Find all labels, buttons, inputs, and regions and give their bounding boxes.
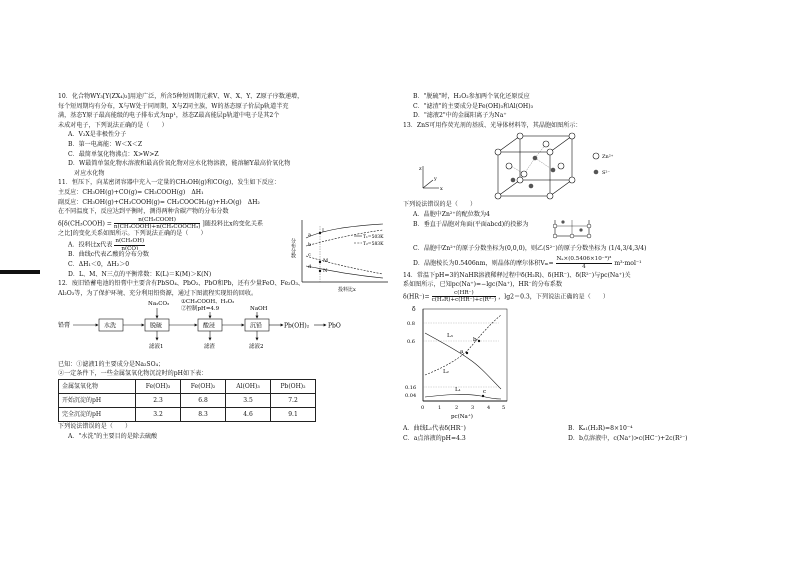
q12-stem: 下列说法错误的是（ ） xyxy=(58,423,132,431)
q14-option-d: D．b点溶液中，c(Na⁺)>c(HC⁻)+2c(R²⁻) xyxy=(568,434,688,442)
table-cell: 3.5 xyxy=(226,394,271,408)
y-axis-label: 分布分数 xyxy=(290,238,296,259)
table-row xyxy=(59,394,316,408)
y-tick: 0.6 xyxy=(407,338,415,345)
point-b xyxy=(478,340,480,342)
step-leach: 酸浸 xyxy=(203,322,216,330)
q14-delta-suffix: ，lg2＝0.3，下列说法正确的是（ ） xyxy=(498,293,610,301)
legend-t2: T₂=583K xyxy=(363,242,384,248)
legend-s: S²⁻ xyxy=(602,170,611,177)
point-n xyxy=(319,270,321,272)
plot-frame xyxy=(423,309,507,401)
q11-option-a-prefix: A．投料比x代表 xyxy=(68,241,113,249)
curve-label: d xyxy=(308,264,312,271)
q10-line: 每个短周期均有分布，X与W处于同周期，X与Z同主族，W的基态原子价层p轨道半充 xyxy=(58,102,289,110)
q14-options-row2 xyxy=(403,434,738,444)
q14-option-a: A．曲线L₁代表δ(HR⁻) xyxy=(403,425,466,433)
q14-option-b: B．Kₐ₁(H₂R)=8×10⁻⁴ xyxy=(568,425,633,433)
x-tick: 3 xyxy=(471,404,475,411)
table-header-cell: Fe(OH)₃ xyxy=(136,380,181,394)
q11-line: 之比]的变化关系如图所示。下列说法正确的是（ ） xyxy=(58,229,207,237)
x-axis-label: pc(Na⁺) xyxy=(451,413,473,420)
x-tick: 4 xyxy=(487,404,491,411)
q14-option-c: C．a点溶液的pH=4.3 xyxy=(403,434,466,442)
legend-s-icon xyxy=(594,170,599,175)
table-cell: 完全沉淀的pH xyxy=(59,408,136,422)
frac-num: n(CH₃COOH) xyxy=(114,217,201,225)
q13-option-d-unit: m³·mol⁻¹ xyxy=(614,259,642,267)
table-cell: 开始沉淀的pH xyxy=(59,394,136,408)
q13-option-d-text: D．晶胞棱长为0.5406nm，则晶体的摩尔体积Vₘ= xyxy=(413,259,554,267)
table-cell: 9.1 xyxy=(271,408,316,422)
frac-den: c(H₂R)+c(HR⁻)+c(R²⁻) xyxy=(431,297,497,303)
reagent-acid: ①CH₃COOH、H₂O₂ xyxy=(181,299,235,306)
q14-delta-def xyxy=(403,290,738,303)
curve-c xyxy=(306,256,383,274)
point-c xyxy=(482,395,484,397)
step-wash: 水洗 xyxy=(104,322,117,330)
table-row xyxy=(59,408,316,422)
reagent-ph: ②控制pH=4.9 xyxy=(181,306,220,313)
left-column xyxy=(58,92,388,441)
table-cell: 8.3 xyxy=(181,408,226,422)
frac-num: c(HR⁻) xyxy=(432,290,497,298)
inner-bonds xyxy=(511,144,553,174)
x-tick: 1 xyxy=(438,404,442,411)
table-row xyxy=(59,380,316,394)
q12-option-d: D．"滤液2"中的金属阳离子为Na⁺ xyxy=(413,112,507,120)
y-axis-label: δ xyxy=(412,305,416,313)
curve-label: b xyxy=(308,242,312,249)
q11-delta-suffix: ]随投料比x的变化关系 xyxy=(202,220,264,228)
q13-option-a: A．晶胞中Zn²⁺的配位数为4 xyxy=(413,210,490,218)
reagent-na2co3: Na₂CO₃ xyxy=(148,301,170,308)
step-desulfur: 脱硫 xyxy=(150,322,163,330)
point-label: L xyxy=(322,228,326,235)
table-cell: 2.3 xyxy=(136,394,181,408)
q14-line: 系如图所示，已知pc(Na⁺)=−lgc(Na⁺)，HR⁻的分布系数 xyxy=(403,281,563,289)
point-a xyxy=(466,352,468,354)
q13-stem: 13．ZnS可用作荧光剂的基质、光导体材料等，其晶胞如图所示： xyxy=(403,121,582,129)
q11-option-a-frac xyxy=(114,238,145,250)
zns-unit-cell xyxy=(403,130,643,200)
point-label: a xyxy=(460,348,464,355)
q11-delta-def xyxy=(58,217,293,229)
q11-option-a xyxy=(58,238,293,250)
q13-option-d-frac xyxy=(556,256,613,270)
table-cell: 6.8 xyxy=(181,394,226,408)
point-label: N xyxy=(323,268,328,275)
x-axis-label: 投料比x xyxy=(338,287,356,294)
q10-option-a: A．V₂X是非极性分子 xyxy=(68,131,127,139)
q14-line: 14．常温下pH=3的NaHR溶液稀释过程中δ(H₂R)、δ(HR⁻)、δ(R²⁻)与pc(Na⁺)关 xyxy=(403,271,631,279)
curve-label: L₁ xyxy=(455,386,461,393)
frac-den: n(CO) xyxy=(121,245,139,251)
q14-delta-frac xyxy=(432,290,497,303)
q13-question: 下列说法错误的是（ ） xyxy=(403,201,477,209)
table-header-cell: Fe(OH)₂ xyxy=(181,380,226,394)
frac-num: Nₐ×(0.5406×10⁻⁹)³ xyxy=(556,256,612,263)
x-tick: 5 xyxy=(502,404,506,411)
q14-delta-prefix: δ(HR⁻)= xyxy=(403,293,430,301)
q13-option-c-coords: (1/4,3/4,3/4) xyxy=(608,244,647,252)
table-header-cell: Al(OH)₃ xyxy=(226,380,271,394)
frac-den: n(CH₃COOH)+n(CH₃COOCH₃) xyxy=(113,224,201,229)
question-10 xyxy=(58,92,388,178)
table-header-cell: 金属氢氧化物 xyxy=(59,380,136,394)
point-label: M xyxy=(323,258,329,265)
q13-option-b xyxy=(403,220,738,242)
waste-filtrate2: 滤液2 xyxy=(249,344,264,351)
q13-option-c xyxy=(403,242,738,256)
table-cell: 7.2 xyxy=(271,394,316,408)
q12-option-b: B．"脱硫"时，H₂O₂参加两个氧化还原反应 xyxy=(413,93,530,100)
q12-option-a: A．"水洗"的主要目的是除去硫酸 xyxy=(68,432,158,440)
axis-label: y xyxy=(434,176,437,183)
q10-line: 10．化合物WY₃[Y(ZX₄)₃]用途广泛，所含5种短周期元素V、W、X、Y、Z原子序数递增， xyxy=(58,93,304,100)
table-cell: 4.6 xyxy=(226,408,271,422)
q10-option-c: C．最简单氢化物沸点：X>W>Z xyxy=(68,150,159,158)
q13-cell-figure xyxy=(403,130,738,200)
curve-label: L₂ xyxy=(443,368,449,375)
q10-option-d-cont: 对应水化物 xyxy=(74,169,105,177)
q14-graph xyxy=(403,303,523,421)
step-precip: 沉铅 xyxy=(250,322,263,330)
right-column xyxy=(403,92,738,444)
curve-l3 xyxy=(425,333,501,389)
q14-options-row1 xyxy=(403,424,738,434)
curve-label: a xyxy=(308,232,311,239)
point-label: c xyxy=(483,388,487,395)
axis-label: z xyxy=(419,166,422,173)
table-cell: 3.2 xyxy=(136,408,181,422)
point-label: b xyxy=(473,336,477,343)
legend-t1: T₁=503K xyxy=(363,235,384,241)
q11-side-reaction: 副反应：CH₃OH(g)+CH₃COOH(g)= CH₃COOCH₃(g)+H₂O(g) ΔH₂ xyxy=(58,198,260,206)
q13-option-b-text: B．垂直于晶胞对角面(平面abcd)的投影为 xyxy=(413,220,529,228)
point-l xyxy=(319,232,321,234)
y-tick: 0.16 xyxy=(405,384,417,391)
y-tick: 0.04 xyxy=(405,392,417,399)
q11-line: 11．恒压下，向某密闭容器中充入一定量的CH₃OH(g)和CO(g)，发生如下反应： xyxy=(58,179,280,187)
waste-residue: 滤渣 xyxy=(204,344,216,351)
product-pbo: PbO xyxy=(328,322,341,330)
q13-option-d xyxy=(403,256,738,271)
q12-flowchart xyxy=(58,298,388,356)
q11-option-d: D．L、M、N三点的平衡常数：K(L)＝K(M)＞K(N) xyxy=(68,270,212,278)
q12-known-2: ②一定条件下，一些金属氢氧化物沉淀时的pH如下表： xyxy=(58,370,208,378)
question-12 xyxy=(58,279,388,441)
q10-line: 满，基态Y原子最高能级的电子排布式为np¹，基态Z最高能层p轨道中电子是其2个 xyxy=(58,112,280,120)
q10-line: 未成对电子，下列说法正确的是（ ） xyxy=(58,121,168,129)
q12-known-1: 已知：①滤液1的主要成分是Na₂SO₄； xyxy=(58,360,165,368)
ph-table xyxy=(58,379,316,422)
flow-start: 铅膏 xyxy=(58,322,71,330)
q11-delta-prefix: δ[δ(CH₃COOH) = xyxy=(58,220,112,228)
curve-label: c xyxy=(308,252,311,259)
q11-option-c: C．ΔH₁＜0，ΔH₂＞0 xyxy=(68,260,130,268)
margin-bar xyxy=(0,270,40,274)
q12-line: Al₂O₃等，为了保护环境、充分利用铅资源，通过下图流程实现铅的回收。 xyxy=(58,289,258,297)
reagent-naoh: NaOH xyxy=(250,306,268,313)
waste-filtrate1: 滤液1 xyxy=(149,344,164,351)
point-m xyxy=(319,261,321,263)
curve-l2 xyxy=(425,315,501,375)
curve-l1 xyxy=(425,394,501,399)
axis-y xyxy=(423,180,433,188)
frac-den: 4 xyxy=(582,263,586,270)
q11-delta-frac xyxy=(114,217,201,229)
q10-option-d: D．W最简单氢化物水溶液和最高价氧化物对应水化物溶液，能溶解Y最高价氧化物 xyxy=(68,160,291,168)
product-pboh2: Pb(OH)₂ xyxy=(284,322,310,330)
frac-num: n(CH₃OH) xyxy=(115,238,145,245)
legend-zn: Zn²⁺ xyxy=(602,154,614,161)
y-tick: 0.8 xyxy=(407,320,415,327)
x-tick: 2 xyxy=(455,404,459,411)
q11-graph xyxy=(288,216,393,294)
table-header-cell: Pb(OH)₂ xyxy=(271,380,316,394)
x-tick: 0 xyxy=(421,404,425,411)
q13-option-c-text: C．晶胞中Zn²⁺的原子分数坐标为(0,0,0)，则乙(S²⁻)的原子分数坐标为 xyxy=(413,244,607,252)
curve-label: L₃ xyxy=(447,332,453,339)
axis-label: x xyxy=(440,186,443,193)
q11-option-b: B．曲线c代表乙酸的分布分数 xyxy=(68,251,150,259)
q12-option-c: C．"滤渣"的主要成分是Fe(OH)₃和Al(OH)₃ xyxy=(413,102,534,110)
q11-line: 在不同温度下，反应达到平衡时，测得两种含碳产物的分布分数 xyxy=(58,208,229,216)
projection-figure xyxy=(553,220,593,240)
q11-main-reaction: 主反应：CH₃OH(g)+CO(g)= CH₃COOH(g) ΔH₁ xyxy=(58,188,204,196)
q10-option-b: B．第一电离能：W＜X＜Z xyxy=(68,140,143,148)
q12-line: 12．废旧铅蓄电池的铅膏中主要含有PbSO₄、PbO₂、PbO和Pb，还有少量FeO、Fe₂O₃、 xyxy=(58,280,305,288)
legend-zn-icon xyxy=(593,153,599,159)
